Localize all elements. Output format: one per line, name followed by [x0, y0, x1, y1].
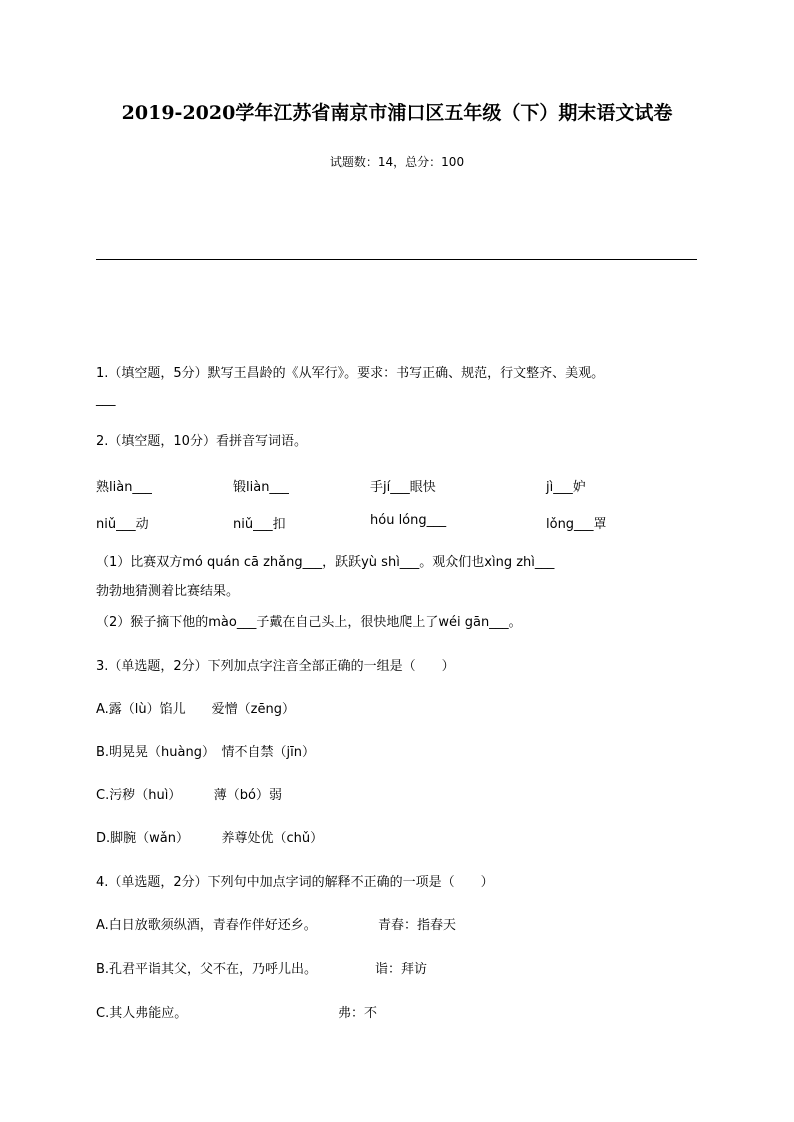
q3-option-a: A.露（lù）馅儿 爱憎（zēng）: [96, 702, 295, 717]
q3-option-b: B.明晃晃（huàng） 情不自禁（jīn）: [96, 745, 315, 760]
exam-meta: 试题数：14，总分：100: [329, 155, 465, 169]
question-3: 3.（单选题，2分）下列加点字注音全部正确的一组是（ ）: [96, 659, 455, 674]
q2-row1-item-1: 熟liàn___: [96, 480, 152, 495]
q3-option-d: D.脚腕（wǎn） 养尊处优（chǔ）: [96, 831, 324, 846]
question-2: 2.（填空题，10分）看拼音写词语。: [96, 434, 307, 449]
q4-option-c-gloss: 弗：不: [338, 1006, 378, 1021]
question-4: 4.（单选题，2分）下列句中加点字词的解释不正确的一项是（ ）: [96, 875, 494, 890]
q3-option-c: C.污秽（huì） 薄（bó）弱: [96, 788, 283, 803]
q4-option-a-gloss: 青春：指春天: [378, 918, 457, 933]
q2-row2-item-1: niǔ___动: [96, 517, 149, 532]
question-1-answer-blank: ___: [96, 392, 116, 407]
q2-row1-item-2: 锻liàn___: [233, 480, 289, 495]
q2-row2-item-3: hóu lóng___: [370, 513, 447, 528]
page-title: 2019-2020学年江苏省南京市浦口区五年级（下）期末语文试卷: [121, 102, 673, 124]
q2-row2-item-4: lǒng___罩: [546, 517, 607, 532]
question-1: 1.（填空题，5分）默写王昌龄的《从军行》。要求：书写正确、规范，行文整齐、美观。: [96, 366, 605, 381]
q4-option-a: A.白日放歌须纵酒，青春作伴好还乡。: [96, 918, 317, 933]
q2-row1-item-4: jì___妒: [546, 480, 586, 495]
q2-sub-question-1-continued: 勃勃地猜测着比赛结果。: [96, 584, 240, 599]
q2-sub-question-2: （2）猴子摘下他的mào___子戴在自己头上，很快地爬上了wéi gān___。: [96, 615, 522, 630]
q4-option-b: B.孔君平诣其父，父不在，乃呼儿出。: [96, 962, 318, 977]
q4-option-c: C.其人弗能应。: [96, 1006, 188, 1021]
q2-sub-question-1: （1）比赛双方mó quán cā zhǎng___，跃跃yù shì___。观众们也xìng zhì___: [96, 555, 555, 570]
q2-row2-item-2: niǔ___扣: [233, 517, 286, 532]
divider: [96, 259, 697, 260]
q2-row1-item-3: 手jí___眼快: [370, 480, 436, 495]
q4-option-b-gloss: 诣：拜访: [375, 962, 428, 977]
